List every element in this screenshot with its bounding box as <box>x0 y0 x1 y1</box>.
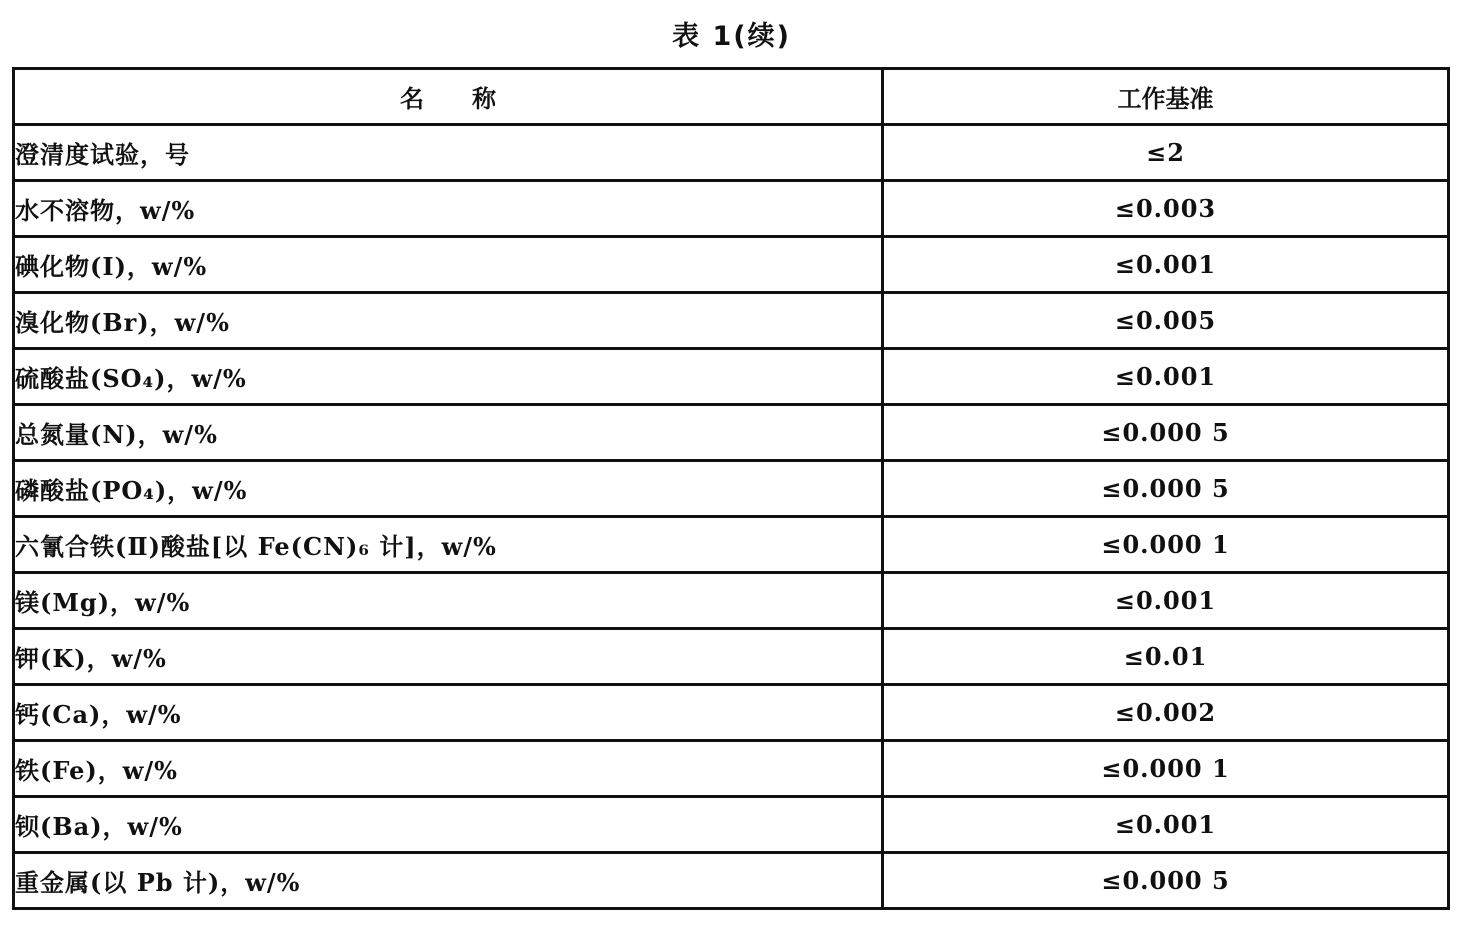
row-value: ≤0.000 1 <box>883 741 1449 797</box>
row-name: 总氮量(N)，w/% <box>14 405 883 461</box>
header-name: 名 称 <box>14 69 883 125</box>
row-name: 镁(Mg)，w/% <box>14 573 883 629</box>
row-value: ≤0.001 <box>883 573 1449 629</box>
row-name: 钙(Ca)，w/% <box>14 685 883 741</box>
row-value: ≤0.000 5 <box>883 405 1449 461</box>
table-row <box>14 685 1449 741</box>
row-value: ≤0.001 <box>883 349 1449 405</box>
row-name: 六氰合铁(Ⅱ)酸盐[以 Fe(CN)₆ 计]，w/% <box>14 517 883 573</box>
row-name: 硫酸盐(SO₄)，w/% <box>14 349 883 405</box>
row-name: 磷酸盐(PO₄)，w/% <box>14 461 883 517</box>
table-row <box>14 349 1449 405</box>
row-name: 碘化物(I)，w/% <box>14 237 883 293</box>
spec-table <box>12 67 1450 910</box>
row-value: ≤0.001 <box>883 797 1449 853</box>
table-row <box>14 461 1449 517</box>
header-row <box>14 69 1449 125</box>
row-value: ≤0.003 <box>883 181 1449 237</box>
table-row <box>14 517 1449 573</box>
table-row <box>14 237 1449 293</box>
row-value: ≤2 <box>883 125 1449 181</box>
table-row <box>14 573 1449 629</box>
table-caption: 表 1(续) <box>672 21 791 52</box>
row-name: 铁(Fe)，w/% <box>14 741 883 797</box>
row-value: ≤0.005 <box>883 293 1449 349</box>
row-value: ≤0.002 <box>883 685 1449 741</box>
row-value: ≤0.01 <box>883 629 1449 685</box>
row-name: 重金属(以 Pb 计)，w/% <box>14 853 883 909</box>
row-value: ≤0.000 5 <box>883 853 1449 909</box>
table-row <box>14 741 1449 797</box>
table-row <box>14 405 1449 461</box>
table-row <box>14 293 1449 349</box>
header-value: 工作基准 <box>883 69 1449 125</box>
table-row <box>14 797 1449 853</box>
row-value: ≤0.000 5 <box>883 461 1449 517</box>
table-row <box>14 125 1449 181</box>
row-value: ≤0.000 1 <box>883 517 1449 573</box>
table-row <box>14 181 1449 237</box>
table-row <box>14 629 1449 685</box>
table-row <box>14 853 1449 909</box>
row-value: ≤0.001 <box>883 237 1449 293</box>
row-name: 钡(Ba)，w/% <box>14 797 883 853</box>
row-name: 水不溶物，w/% <box>14 181 883 237</box>
row-name: 澄清度试验，号 <box>14 125 883 181</box>
row-name: 钾(K)，w/% <box>14 629 883 685</box>
row-name: 溴化物(Br)，w/% <box>14 293 883 349</box>
